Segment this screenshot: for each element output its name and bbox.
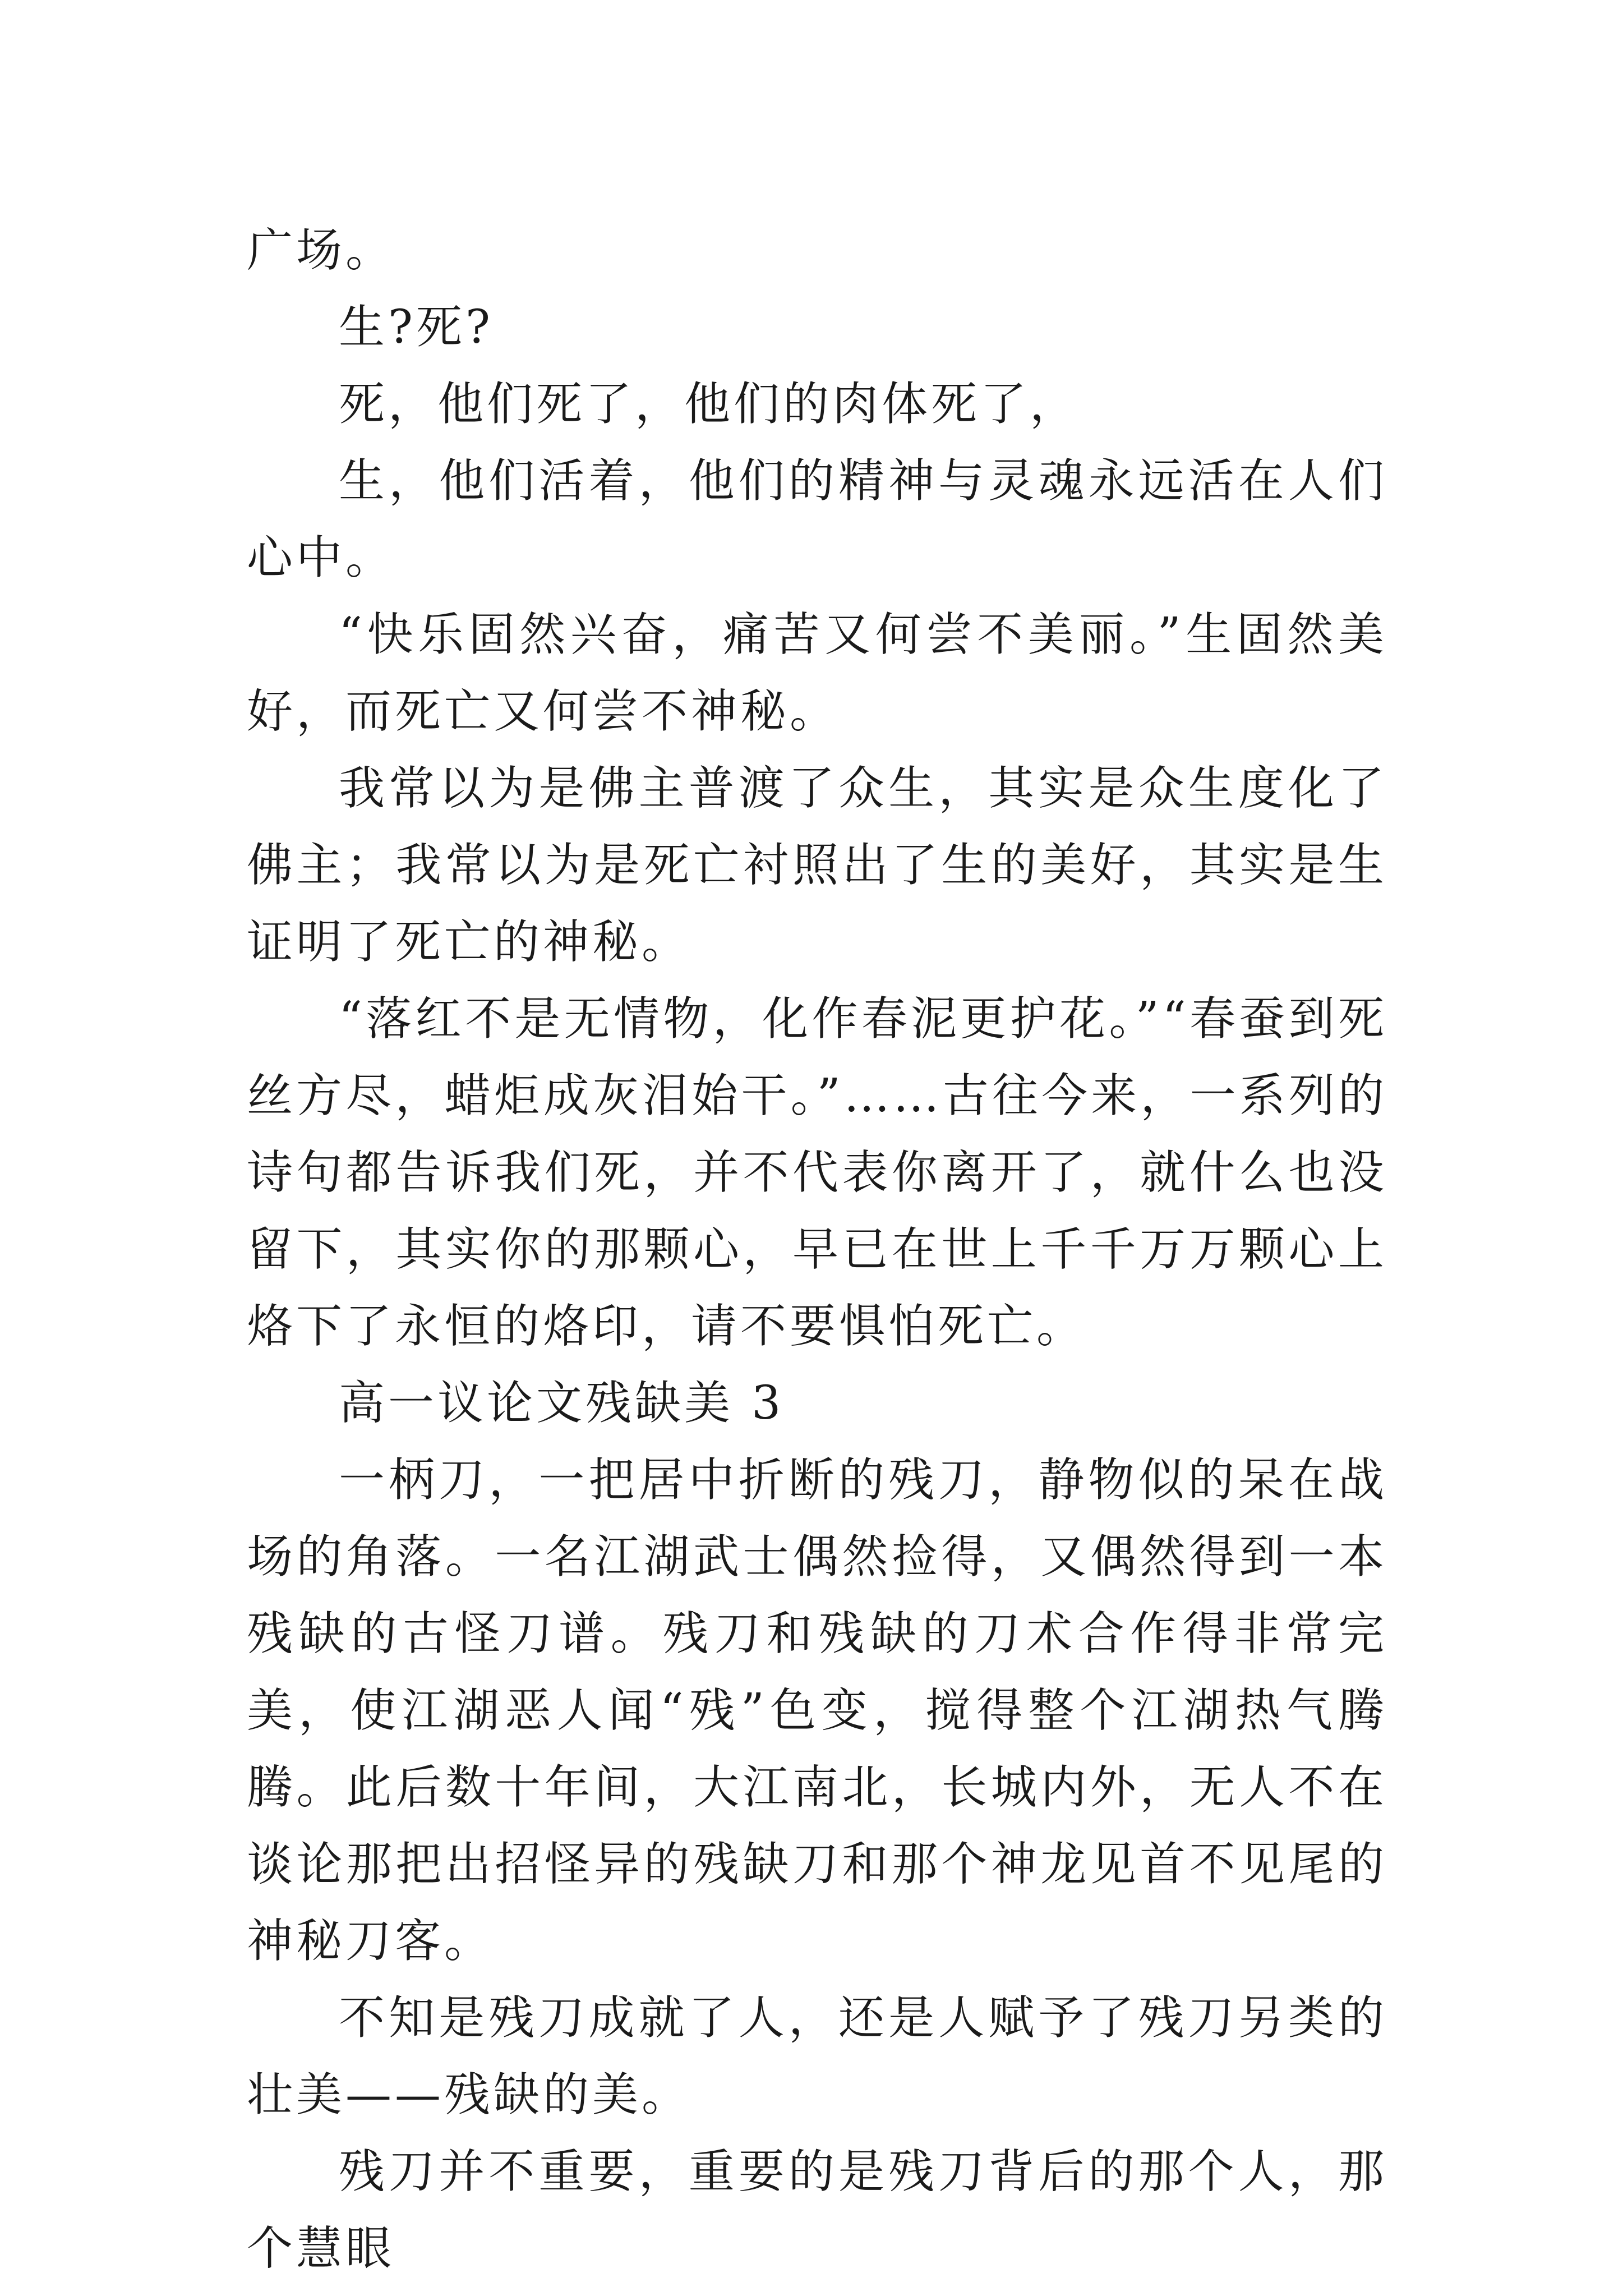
paragraph: 生，他们活着，他们的精神与灵魂永远活在人们心中。 [247,454,1387,585]
paragraph: 死，他们死了，他们的肉体死了， [339,378,1080,431]
paragraph: 不知是残刀成就了人，还是人赋予了残刀另类的壮美——残缺的美。 [247,1991,1387,2122]
paragraph: 广场。 [247,224,395,277]
paragraph: 我常以为是佛主普渡了众生，其实是众生度化了佛主；我常以为是死亡衬照出了生的美好，其实是生证明了死亡的神秘。 [247,762,1387,969]
paragraph: “落红不是无情物，化作春泥更护花。”“春蚕到死丝方尽，蜡炬成灰泪始干。”……古往今来，一系列的诗句都告诉我们死，并不代表你离开了，就什么也没留下，其实你的那颗心，早已在世上千千万万颗心上烙下了永恒的烙印，请不要惧怕死亡。 [247,992,1387,1353]
section-heading: 高一议论文残缺美 3 [339,1377,785,1430]
paragraph: 生?死? [339,301,494,354]
paragraph: “快乐固然兴奋，痛苦又何尝不美丽。”生固然美好，而死亡又何尝不神秘。 [247,608,1387,738]
paragraph: 一柄刀，一把居中折断的残刀，静物似的呆在战场的角落。一名江湖武士偶然捡得，又偶然得到一本残缺的古怪刀谱。残刀和残缺的刀术合作得非常完美，使江湖恶人闻“残”色变，搅得整个江湖热气腾腾。此后数十年间，大江南北，长城内外，无人不在谈论那把出招怪异的残缺刀和那个神龙见首不见尾的神秘刀客。 [247,1453,1387,1968]
document-body [247,212,1387,2287]
paragraph: 残刀并不重要，重要的是残刀背后的那个人，那个慧眼 [247,2145,1387,2275]
